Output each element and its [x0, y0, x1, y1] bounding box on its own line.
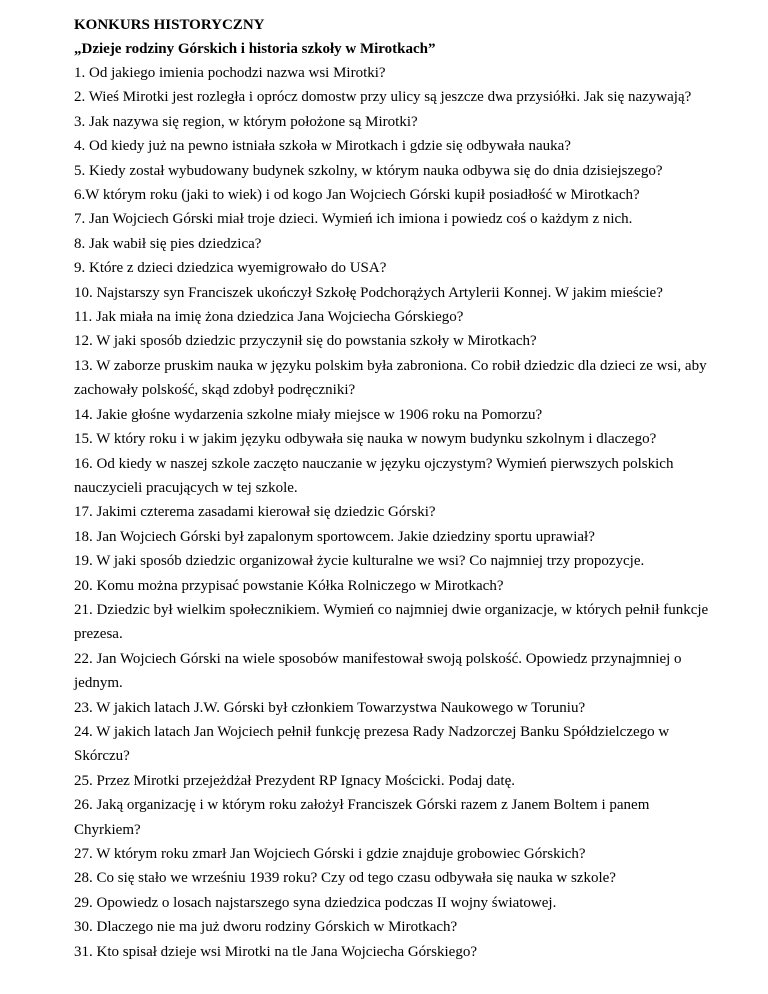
question-line: nauczycieli pracujących w tej szkole. — [74, 479, 298, 496]
question-line: 22. Jan Wojciech Górski na wiele sposobów manifestował swoją polskość. Opowiedz przynajmniej o — [74, 650, 682, 667]
question-line: 16. Od kiedy w naszej szkole zaczęto nauczanie w języku ojczystym? Wymień pierwszych polskich — [74, 455, 674, 472]
question-line: 26. Jaką organizację i w którym roku założył Franciszek Górski razem z Janem Boltem i panem — [74, 797, 650, 814]
question-line: Chyrkiem? — [74, 821, 141, 838]
question-line: 23. W jakich latach J.W. Górski był członkiem Towarzystwa Naukowego w Toruniu? — [74, 699, 586, 716]
question-line: prezesa. — [74, 626, 123, 643]
question-line: 19. W jaki sposób dziedzic organizował życie kulturalne we wsi? Co najmniej trzy propozycje. — [74, 553, 645, 570]
question-line: 15. W który roku i w jakim języku odbywała się nauka w nowym budynku szkolnym i dlaczego? — [74, 431, 657, 448]
question-line: 5. Kiedy został wybudowany budynek szkolny, w którym nauka odbywa się do dnia dzisiejszego? — [74, 162, 663, 179]
question-line: 11. Jak miała na imię żona dziedzica Jana Wojciecha Górskiego? — [74, 309, 464, 326]
question-list — [74, 61, 744, 964]
document-page — [74, 13, 744, 964]
document-title: KONKURS HISTORYCZNY — [74, 17, 265, 33]
question-line: 10. Najstarszy syn Franciszek ukończył Szkołę Podchorążych Artylerii Konnej. W jakim mieście? — [74, 284, 663, 301]
question-line: 1. Od jakiego imienia pochodzi nazwa wsi Mirotki? — [74, 65, 386, 81]
question-line: 28. Co się stało we wrześniu 1939 roku? Czy od tego czasu odbywała się nauka w szkole? — [74, 870, 616, 887]
question-line: 13. W zaborze pruskim nauka w języku polskim była zabroniona. Co robił dziedzic dla dzieci ze wsi, aby — [74, 357, 707, 374]
question-line: 30. Dlaczego nie ma już dworu rodziny Górskich w Mirotkach? — [74, 919, 458, 936]
question-line: jednym. — [74, 675, 123, 692]
document-subtitle: „Dzieje rodziny Górskich i historia szkoły w Mirotkach” — [74, 41, 436, 57]
question-line: 31. Kto spisał dzieje wsi Mirotki na tle Jana Wojciecha Górskiego? — [74, 943, 478, 960]
question-line: 20. Komu można przypisać powstanie Kółka Rolniczego w Mirotkach? — [74, 577, 504, 594]
question-line: Skórczu? — [74, 748, 130, 765]
question-line: 9. Które z dzieci dziedzica wyemigrowało do USA? — [74, 260, 387, 277]
question-line: 4. Od kiedy już na pewno istniała szkoła w Mirotkach i gdzie się odbywała nauka? — [74, 138, 571, 155]
question-line: 27. W którym roku zmarł Jan Wojciech Górski i gdzie znajduje grobowiec Górskich? — [74, 846, 586, 862]
question-line: 17. Jakimi czterema zasadami kierował się dziedzic Górski? — [74, 504, 436, 521]
question-line: 3. Jak nazywa się region, w którym położone są Mirotki? — [74, 113, 418, 130]
question-line: 21. Dziedzic był wielkim społecznikiem. Wymień co najmniej dwie organizacje, w których pełnił funkcje — [74, 601, 709, 618]
question-line: 18. Jan Wojciech Górski był zapalonym sportowcem. Jakie dziedziny sportu uprawiał? — [74, 528, 595, 545]
question-line: zachowały polskość, skąd zdobył podręczniki? — [74, 382, 356, 399]
question-line: 7. Jan Wojciech Górski miał troje dzieci. Wymień ich imiona i powiedz coś o każdym z nich. — [74, 211, 633, 228]
question-line: 29. Opowiedz o losach najstarszego syna dziedzica podczas II wojny światowej. — [74, 894, 557, 911]
question-line: 14. Jakie głośne wydarzenia szkolne miały miejsce w 1906 roku na Pomorzu? — [74, 406, 543, 423]
question-line: 24. W jakich latach Jan Wojciech pełnił funkcję prezesa Rady Nadzorczej Banku Spółdzielczego w — [74, 723, 670, 740]
question-line: 6.W którym roku (jaki to wiek) i od kogo Jan Wojciech Górski kupił posiadłość w Mirotkach? — [74, 187, 640, 204]
question-line: 12. W jaki sposób dziedzic przyczynił się do powstania szkoły w Mirotkach? — [74, 333, 537, 350]
question-line: 8. Jak wabił się pies dziedzica? — [74, 235, 262, 252]
question-line: 2. Wieś Mirotki jest rozległa i oprócz domostw przy ulicy są jeszcze dwa przysiółki. Jak się nazywają? — [74, 89, 692, 106]
question-line: 25. Przez Mirotki przejeżdżał Prezydent RP Ignacy Mościcki. Podaj datę. — [74, 772, 515, 789]
